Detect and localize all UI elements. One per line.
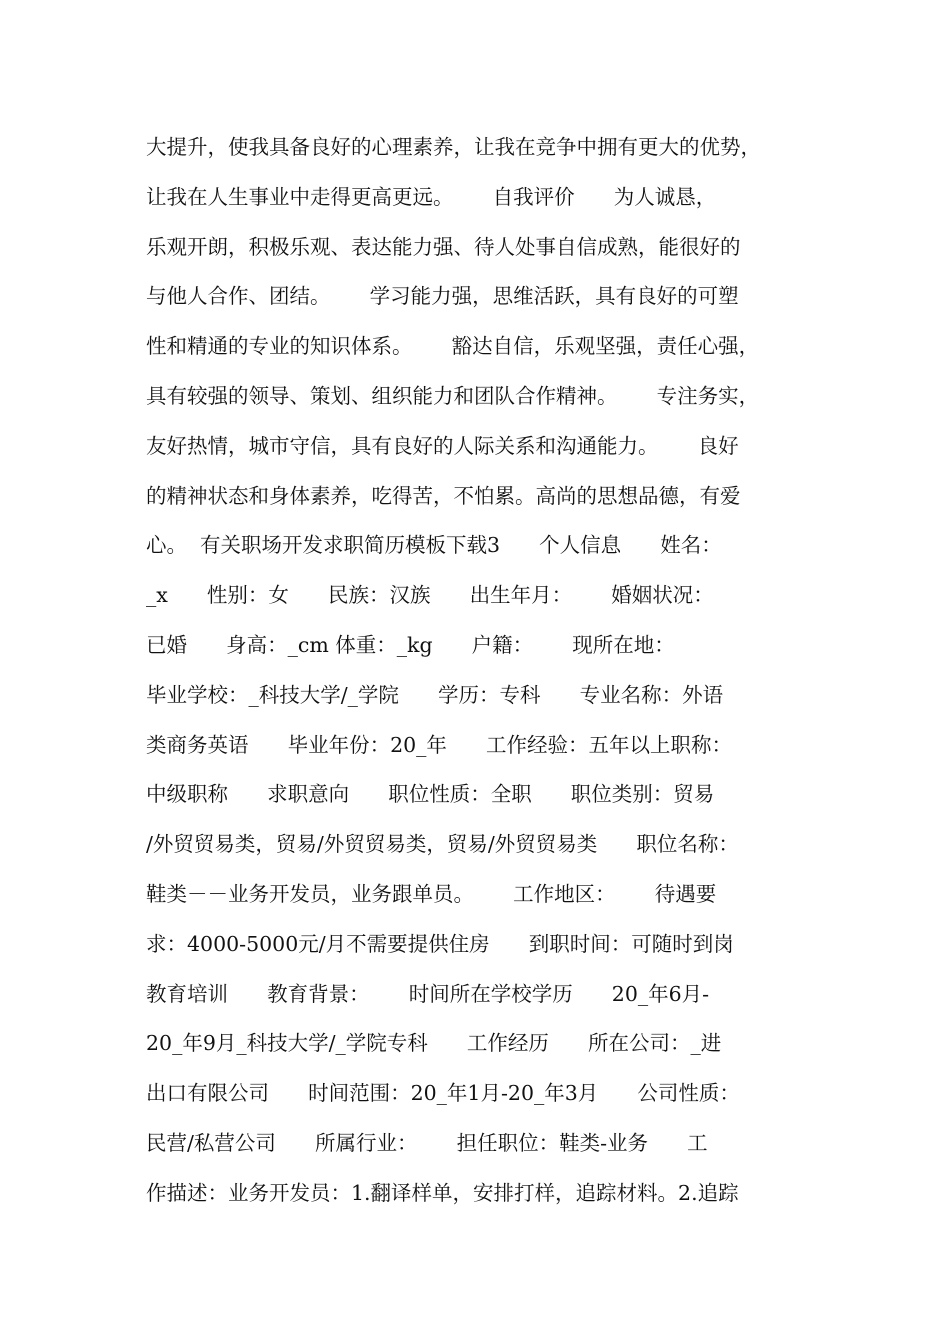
text-line: 与他人合作、团结。 学习能力强，思维活跃，具有良好的可塑 (146, 284, 739, 309)
text-line: 教育培训 教育背景： 时间所在学校学历 20_年6月- (146, 981, 710, 1006)
text-line: 20_年9月_科技大学/_学院专科 工作经历 所在公司：_进 (146, 1031, 722, 1056)
text-line: 毕业学校：_科技大学/_学院 学历：专科 专业名称：外语 (146, 682, 724, 707)
text-line: 性和精通的专业的知识体系。 豁达自信，乐观坚强，责任心强， (146, 334, 760, 359)
text-line: 具有较强的领导、策划、组织能力和团队合作精神。 专注务实， (146, 383, 760, 408)
text-line: 类商务英语 毕业年份：20_年 工作经验：五年以上职称： (146, 732, 733, 757)
text-line: 乐观开朗，积极乐观、表达能力强、待人处事自信成熟，能很好的 (146, 234, 741, 259)
text-line: 求：4000-5000元/月不需要提供住房 到职时间：可随时到岗 (146, 931, 734, 956)
text-line: /外贸贸易类，贸易/外贸贸易类，贸易/外贸贸易类 职位名称： (146, 832, 739, 857)
text-line: 友好热情，城市守信，具有良好的人际关系和沟通能力。 良好 (146, 433, 739, 458)
text-line: 心。 有关职场开发求职简历模板下载3 个人信息 姓名： (146, 533, 722, 558)
text-line: 中级职称 求职意向 职位性质：全职 职位类别：贸易 (146, 782, 715, 807)
text-line: 让我在人生事业中走得更高更远。 自我评价 为人诚恳， (146, 184, 717, 209)
text-line: 民营/私营公司 所属行业： 担任职位：鞋类-业务 工 (146, 1130, 708, 1155)
text-line: 鞋类－－业务开发员，业务跟单员。 工作地区： 待遇要 (146, 881, 717, 906)
text-line: 出口有限公司 时间范围：20_年1月-20_年3月 公司性质： (146, 1081, 740, 1106)
text-line: 已婚 身高：_cm 体重：_kg 户籍： 现所在地： (146, 632, 675, 657)
text-line: 大提升，使我具备良好的心理素养，让我在竞争中拥有更大的优势， (146, 135, 761, 159)
body-text (146, 129, 826, 1225)
text-line: _x 性别：女 民族：汉族 出生年月： 婚姻状况： (146, 583, 714, 608)
text-line: 作描述：业务开发员：1.翻译样单，安排打样，追踪材料。2.追踪 (146, 1180, 739, 1205)
text-line: 的精神状态和身体素养，吃得苦，不怕累。高尚的思想品德，有爱 (146, 483, 741, 508)
